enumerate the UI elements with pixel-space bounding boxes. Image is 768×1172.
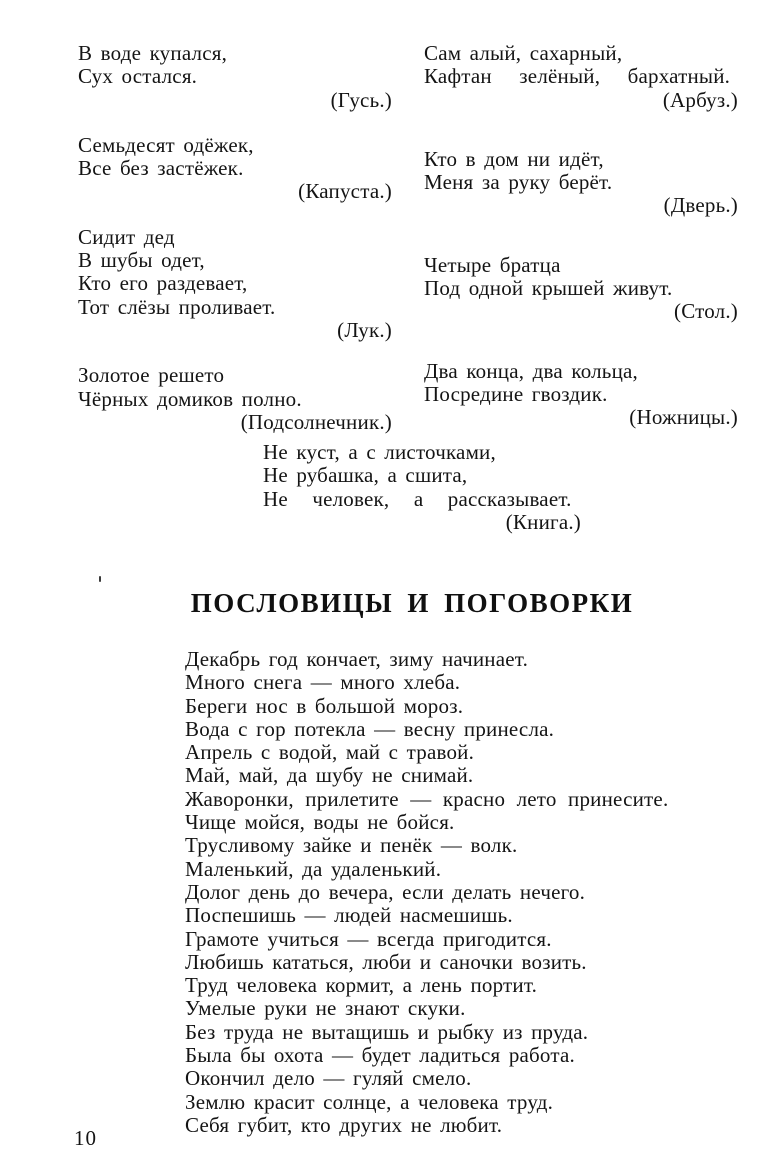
riddle-left-3: [78, 226, 392, 342]
proverb-line: Умелые руки не знают скуки.: [185, 996, 466, 1021]
riddles-left-column: [78, 42, 392, 456]
proverb-line: Любишь кататься, люби и саночки возить.: [185, 949, 587, 974]
riddle-line: Четыре братца: [424, 252, 561, 277]
riddle-center: [263, 441, 581, 534]
riddle-line: Сух остался.: [78, 64, 198, 89]
proverbs-list: [185, 648, 725, 1137]
riddle-answer: (Арбуз.): [662, 87, 738, 112]
riddle-line: Золотое решето: [78, 363, 225, 388]
proverb-line: Поспешишь — людей насмешишь.: [185, 903, 513, 928]
proverb-line: Вода с гор потекла — весну принесла.: [185, 716, 555, 741]
riddle-right-3: [424, 254, 738, 324]
riddle-answer: (Дверь.): [663, 193, 738, 218]
proverb-line: Окончил дело — гуляй смело.: [185, 1066, 472, 1091]
riddle-line: Под одной крышей живут.: [424, 276, 673, 301]
riddle-line: Кафтан зелёный, бархатный.: [424, 64, 731, 89]
proverb-line: Без труда не вытащишь и рыбку из пруда.: [185, 1019, 589, 1044]
riddle-answer: (Гусь.): [330, 87, 392, 112]
riddle-left-4: [78, 364, 392, 434]
proverb-line: Много снега — много хлеба.: [185, 670, 461, 695]
riddle-answer: (Лук.): [337, 317, 392, 342]
proverb-line: Трусливому зайке и пенёк — волк.: [185, 833, 518, 858]
riddle-answer: (Подсолнечник.): [240, 409, 392, 434]
riddle-answer: (Стол.): [674, 299, 738, 324]
riddle-answer: (Книга.): [505, 509, 581, 534]
riddle-line: Посредине гвоздик.: [424, 381, 608, 406]
riddle-line: Не человек, а рассказывает.: [263, 486, 572, 511]
riddle-line: Семьдесят одёжек,: [78, 132, 254, 157]
proverb-line: Землю красит солнце, а человека труд.: [185, 1089, 554, 1114]
proverb-line: Долог день до вечера, если делать нечего.: [185, 879, 586, 904]
proverb-line: Была бы охота — будет ладиться работа.: [185, 1043, 575, 1068]
riddle-left-1: [78, 42, 392, 112]
riddle-line: Два конца, два кольца,: [424, 358, 638, 383]
proverb-line: Маленький, да удаленький.: [185, 856, 442, 881]
riddle-line: Не куст, а с листочками,: [263, 440, 496, 464]
riddle-line: Кто в дом ни идёт,: [424, 146, 604, 171]
riddle-line: Не рубашка, а сшита,: [263, 463, 468, 488]
riddle-line: Все без застёжек.: [78, 156, 244, 181]
scan-artifact-mark: [99, 576, 101, 582]
riddle-line: В воде купался,: [78, 41, 228, 65]
section-heading: ПОСЛОВИЦЫ И ПОГОВОРКИ: [190, 588, 634, 618]
proverb-line: Себя губит, кто других не любит.: [185, 1112, 503, 1137]
riddle-line: Меня за руку берёт.: [424, 170, 613, 195]
riddle-line: Чёрных домиков полно.: [78, 386, 302, 411]
riddle-right-2: [424, 148, 738, 218]
riddle-line: Кто его раздевает,: [78, 271, 248, 296]
proverb-line: Декабрь год кончает, зиму начинает.: [185, 647, 529, 671]
riddle-left-2: [78, 134, 392, 204]
proverb-line: Жаворонки, прилетите — красно лето принесите.: [185, 786, 669, 811]
proverb-line: Грамоте учиться — всегда пригодится.: [185, 926, 552, 951]
riddle-center-block: [263, 441, 581, 534]
riddle-line: Сидит дед: [78, 224, 175, 249]
proverb-line: Береги нос в большой мороз.: [185, 693, 464, 718]
proverb-line: Труд человека кормит, а лень портит.: [185, 973, 538, 998]
proverb-line: Апрель с водой, май с травой.: [185, 740, 475, 765]
proverb-line: Май, май, да шубу не снимай.: [185, 763, 474, 788]
riddle-answer: (Ножницы.): [629, 405, 738, 430]
riddle-answer: (Капуста.): [298, 179, 392, 204]
riddle-line: В шубы одет,: [78, 248, 205, 273]
riddles-right-column: [424, 42, 738, 466]
proverb-line: Чище мойся, воды не бойся.: [185, 810, 455, 835]
riddle-right-1: [424, 42, 738, 112]
riddle-line: Сам алый, сахарный,: [424, 41, 623, 65]
riddle-line: Тот слёзы проливает.: [78, 294, 276, 319]
riddle-right-4: [424, 360, 738, 430]
page-number: 10: [74, 1126, 97, 1150]
